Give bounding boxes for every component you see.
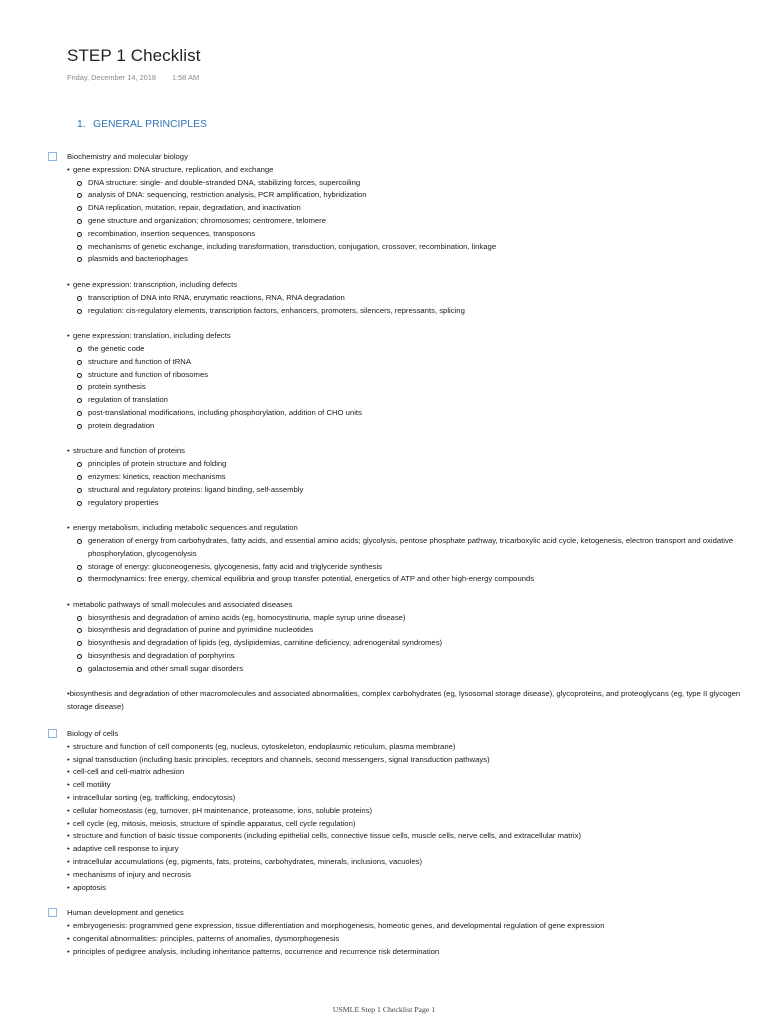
bullet-line: [67, 946, 757, 959]
document-body: [0, 151, 768, 959]
bullet-line-text: signal transduction (including basic principles, receptors and channels, second messengers, signal transduction pathways): [73, 754, 490, 764]
sub-list-item: structure and function of tRNA: [77, 356, 757, 369]
group-heading-text: gene expression: transcription, including defects: [73, 279, 238, 289]
bullet-line-text: principles of pedigree analysis, including inheritance patterns, occurrence and recurrence risk determination: [73, 946, 440, 956]
trailing-paragraph-text: biosynthesis and degradation of other macromolecules and associated abnormalities, complex carbohydrates (eg, lysosomal storage disease), glycoproteins, and proteoglycans (eg, type II glycogen storage disease): [67, 689, 741, 712]
bullet-icon: •: [67, 793, 70, 803]
bullet-icon: •: [67, 164, 70, 174]
trailing-paragraph: [67, 688, 749, 714]
bullet-icon: •: [67, 741, 70, 751]
checklist-block: [67, 907, 757, 958]
page-time: 1:58 AM: [172, 73, 200, 82]
checkbox-icon[interactable]: [48, 729, 57, 738]
bullet-icon: •: [67, 446, 70, 456]
bullet-line-text: cell cycle (eg, mitosis, meiosis, structure of spindle apparatus, cell cycle regulation): [73, 818, 356, 828]
bullet-line: [67, 830, 757, 843]
sub-list-item: generation of energy from carbohydrates, fatty acids, and essential amino acids; glycolysis, pentose phosphate pathway, tricarboxylic acid cycle, ketogenesis, electron transport and oxidative phosphorylation, glycogenolysis: [77, 535, 757, 561]
sub-list-item: storage of energy: gluconeogenesis, glycogenesis, fatty acid and triglyceride synthesis: [77, 561, 757, 574]
bullet-line-text: congenital abnormalities: principles, patterns of anomalies, dysmorphogenesis: [73, 934, 340, 944]
spacer: [67, 433, 757, 446]
bullet-line-text: adaptive cell response to injury: [73, 844, 179, 854]
group-heading-text: metabolic pathways of small molecules and associated diseases: [73, 599, 293, 609]
bullet-line-text: cellular homeostasis (eg, turnover, pH maintenance, proteasome, ions, soluble proteins): [73, 805, 373, 815]
sub-list-item: protein synthesis: [77, 381, 757, 394]
bullet-line: [67, 818, 757, 831]
section-heading: [77, 119, 207, 130]
group-heading-text: gene expression: DNA structure, replication, and exchange: [73, 164, 274, 174]
bullet-line: [67, 882, 757, 895]
sub-list-item: structure and function of ribosomes: [77, 369, 757, 382]
block-title: Human development and genetics: [67, 908, 184, 918]
bullet-line: [67, 933, 757, 946]
bullet-icon: •: [67, 780, 70, 790]
sub-list-item: regulation of translation: [77, 394, 757, 407]
sub-list-item: biosynthesis and degradation of porphyrins: [77, 650, 757, 663]
spacer: [67, 317, 757, 330]
page-footer: USMLE Step 1 Checklist Page 1: [332, 1005, 436, 1014]
sub-list: [67, 612, 757, 676]
bullet-icon: •: [67, 934, 70, 944]
sub-list-item: protein degradation: [77, 420, 757, 433]
date-line: [67, 73, 199, 82]
sub-list: [67, 292, 757, 318]
bullet-icon: •: [67, 921, 70, 931]
sub-list-item: thermodynamics: free energy, chemical equilibria and group transfer potential, energetics of ATP and other high-energy compounds: [77, 573, 757, 586]
bullet-icon: •: [67, 523, 70, 533]
sub-list-item: enzymes: kinetics, reaction mechanisms: [77, 471, 757, 484]
bullet-icon: •: [67, 689, 70, 699]
sub-list-item: regulatory properties: [77, 497, 757, 510]
page-date: Friday, December 14, 2018: [67, 73, 157, 82]
bullet-line-text: intracellular sorting (eg, trafficking, endocytosis): [73, 793, 236, 803]
bullet-line: [67, 856, 757, 869]
bullet-line: [67, 792, 757, 805]
bullet-icon: •: [67, 754, 70, 764]
sub-list-item: the genetic code: [77, 343, 757, 356]
bullet-icon: •: [67, 805, 70, 815]
checkbox-icon[interactable]: [48, 152, 57, 161]
sub-list: [67, 535, 757, 586]
bullet-line: [67, 805, 757, 818]
bullet-icon: •: [67, 857, 70, 867]
checklist-block: [67, 151, 757, 714]
sub-list: [67, 343, 757, 433]
group-heading-text: energy metabolism, including metabolic sequences and regulation: [73, 523, 298, 533]
bullet-icon: •: [67, 869, 70, 879]
sub-list: [67, 177, 757, 267]
group-heading-text: structure and function of proteins: [73, 446, 185, 456]
bullet-line-text: intracellular accumulations (eg, pigments, fats, proteins, carbohydrates, minerals, inclusions, vacuoles): [73, 857, 423, 867]
bullet-icon: •: [67, 818, 70, 828]
sub-list-item: principles of protein structure and folding: [77, 458, 757, 471]
group-heading: [67, 599, 757, 612]
group-heading: [67, 164, 757, 177]
block-title: Biochemistry and molecular biology: [67, 152, 188, 161]
bullet-icon: •: [67, 279, 70, 289]
spacer: [67, 676, 757, 689]
sub-list-item: analysis of DNA: sequencing, restriction analysis, PCR amplification, hybridization: [77, 189, 757, 202]
group-heading: [67, 445, 757, 458]
sub-list-item: biosynthesis and degradation of purine and pyrimidine nucleotides: [77, 624, 757, 637]
bullet-line: [67, 766, 757, 779]
sub-list-item: structural and regulatory proteins: ligand binding, self-assembly: [77, 484, 757, 497]
page-title: STEP 1 Checklist: [67, 46, 201, 65]
sub-list-item: biosynthesis and degradation of lipids (eg, dyslipidemias, carnitine deficiency, adrenogenital syndromes): [77, 637, 757, 650]
bullet-line-text: mechanisms of injury and necrosis: [73, 869, 191, 879]
bullet-icon: •: [67, 831, 70, 841]
bullet-line: [67, 843, 757, 856]
bullet-icon: •: [67, 946, 70, 956]
bullet-line-text: apoptosis: [73, 882, 106, 892]
bullet-line: [67, 754, 757, 767]
sub-list-item: galactosemia and other small sugar disorders: [77, 663, 757, 676]
sub-list-item: DNA structure: single- and double-stranded DNA, stabilizing forces, supercoiling: [77, 177, 757, 190]
bullet-line-text: embryogenesis: programmed gene expression, tissue differentiation and morphogenesis, homeotic genes, and developmental regulation of gene expression: [73, 921, 605, 931]
bullet-line-text: cell-cell and cell-matrix adhesion: [73, 767, 185, 777]
sub-list-item: recombination, insertion sequences, transposons: [77, 228, 757, 241]
bullet-icon: •: [67, 331, 70, 341]
bullet-icon: •: [67, 882, 70, 892]
checklist-block: [67, 728, 757, 894]
bullet-icon: •: [67, 767, 70, 777]
bullet-icon: •: [67, 844, 70, 854]
checkbox-icon[interactable]: [48, 908, 57, 917]
bullet-line-text: structure and function of cell components (eg, nucleus, cytoskeleton, endoplasmic reticulum, plasma membrane): [73, 741, 456, 751]
bullet-line-text: structure and function of basic tissue components (including epithelial cells, connective tissue cells, muscle cells, nerve cells, and extracellular matrix): [73, 831, 582, 841]
section-number: 1.: [77, 119, 86, 130]
spacer: [67, 586, 757, 599]
spacer: [67, 266, 757, 279]
bullet-line: [67, 779, 757, 792]
block-title: Biology of cells: [67, 729, 119, 739]
sub-list-item: mechanisms of genetic exchange, including transformation, transduction, conjugation, crossover, recombination, linkage: [77, 241, 757, 254]
bullet-line: [67, 869, 757, 882]
sub-list-item: post-translational modifications, including phosphorylation, addition of CHO units: [77, 407, 757, 420]
bullet-icon: •: [67, 599, 70, 609]
sub-list-item: transcription of DNA into RNA, enzymatic reactions, RNA, RNA degradation: [77, 292, 757, 305]
section-title: GENERAL PRINCIPLES: [93, 119, 207, 130]
group-heading: [67, 330, 757, 343]
bullet-line: [67, 920, 757, 933]
sub-list-item: DNA replication, mutation, repair, degradation, and inactivation: [77, 202, 757, 215]
sub-list: [67, 458, 757, 509]
bullet-line-text: cell motility: [73, 780, 111, 790]
spacer: [67, 509, 757, 522]
group-heading: [67, 522, 757, 535]
bullet-line: [67, 741, 757, 754]
sub-list-item: plasmids and bacteriophages: [77, 253, 757, 266]
group-heading: [67, 279, 757, 292]
sub-list-item: biosynthesis and degradation of amino acids (eg, homocystinuria, maple syrup urine disease): [77, 612, 757, 625]
group-heading-text: gene expression: translation, including defects: [73, 331, 231, 341]
sub-list-item: gene structure and organization; chromosomes; centromere, telomere: [77, 215, 757, 228]
sub-list-item: regulation: cis-regulatory elements, transcription factors, enhancers, promoters, silencers, repressants, splicing: [77, 305, 757, 318]
